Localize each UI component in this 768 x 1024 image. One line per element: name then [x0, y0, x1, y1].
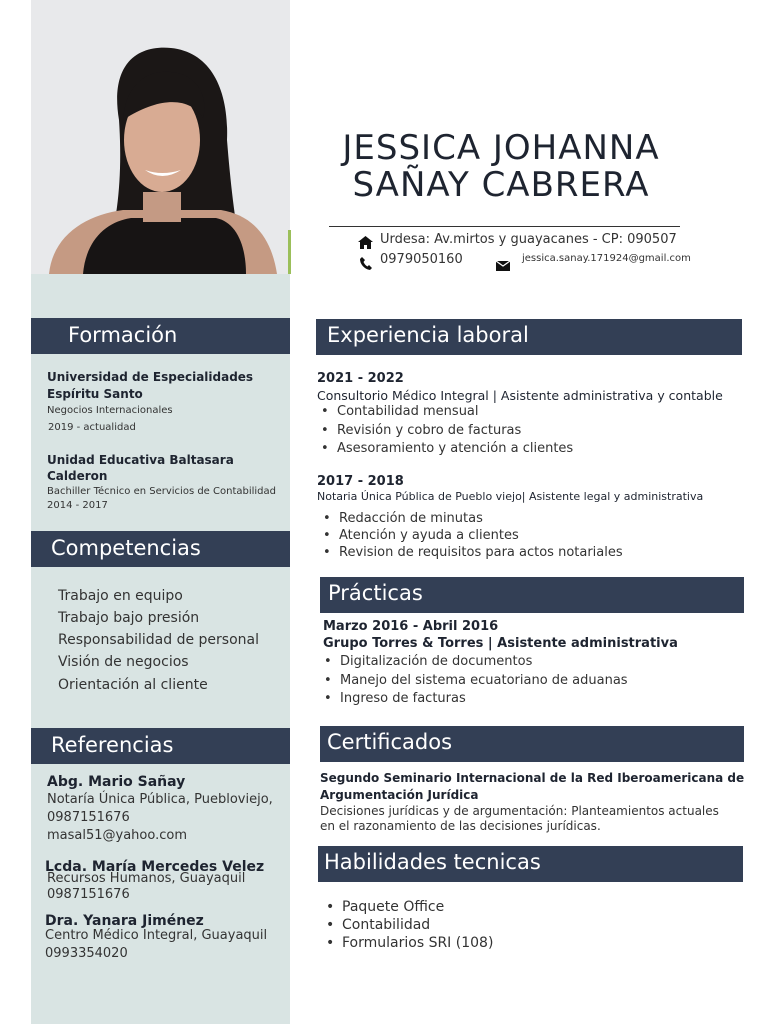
- experience-title: Experiencia laboral: [327, 323, 529, 347]
- internship-period: Marzo 2016 - Abril 2016: [323, 619, 499, 634]
- reference-name-1: Abg. Mario Sañay: [47, 774, 186, 790]
- list-item: • Paquete Office: [321, 898, 493, 916]
- internships-header: [320, 577, 744, 613]
- skill-item: Visión de negocios: [58, 654, 189, 670]
- certificates-header: [320, 726, 744, 762]
- certificate-desc-line2: en el razonamiento de las decisiones jurídicas.: [320, 819, 601, 833]
- name-line-1: JESSICA JOHANNA: [342, 128, 660, 168]
- education-title: Formación: [68, 323, 178, 347]
- list-item: • Asesoramiento y atención a clientes: [316, 440, 573, 459]
- list-item: • Contabilidad mensual: [316, 403, 573, 422]
- reference-detail: 0987151676: [47, 810, 130, 825]
- job-period-1: 2021 - 2022: [317, 371, 404, 386]
- job-tasks-1: [316, 403, 573, 459]
- profile-photo-illustration: [31, 0, 290, 274]
- reference-detail: Recursos Humanos, Guayaquil: [47, 871, 246, 886]
- home-icon: [358, 234, 373, 253]
- phone-text: 0979050160: [380, 252, 463, 267]
- skill-item: Trabajo bajo presión: [58, 610, 200, 626]
- skills-header: [31, 531, 290, 567]
- list-item: • Atención y ayuda a clientes: [318, 527, 623, 544]
- references-title: Referencias: [51, 733, 174, 757]
- list-item: • Revision de requisitos para actos notariales: [318, 544, 623, 561]
- internship-role: Grupo Torres & Torres | Asistente administrativa: [323, 636, 678, 651]
- internships-title: Prácticas: [328, 581, 423, 605]
- envelope-icon: [496, 256, 510, 275]
- phone-icon: [360, 255, 372, 274]
- education-school-2-line2: Calderon: [47, 469, 108, 483]
- list-item: • Formularios SRI (108): [321, 934, 493, 952]
- list-item: • Redacción de minutas: [318, 510, 623, 527]
- list-item: • Ingreso de facturas: [319, 690, 628, 709]
- job-tasks-2: [318, 510, 623, 561]
- education-program-2: Bachiller Técnico en Servicios de Contabilidad: [47, 486, 277, 497]
- education-header: [31, 318, 290, 354]
- internship-tasks: [319, 653, 628, 709]
- list-item: • Manejo del sistema ecuatoriano de aduanas: [319, 672, 628, 691]
- job-period-2: 2017 - 2018: [317, 474, 404, 489]
- address-text: Urdesa: Av.mirtos y guayacanes - CP: 090507: [380, 232, 677, 247]
- skill-item: Responsabilidad de personal: [58, 632, 259, 648]
- education-period-1: 2019 - actualidad: [48, 422, 136, 433]
- list-item: • Revisión y cobro de facturas: [316, 422, 573, 441]
- name-line-2: SAÑAY CABRERA: [352, 165, 650, 205]
- technical-skills-list: [321, 898, 493, 952]
- certificate-name-line1: Segundo Seminario Internacional de la Red Iberoamericana de: [320, 771, 745, 785]
- education-program-1: Negocios Internacionales: [47, 405, 173, 416]
- reference-detail: 0987151676: [47, 887, 130, 902]
- education-school-1-line2: Espíritu Santo: [47, 387, 143, 401]
- skill-item: Trabajo en equipo: [58, 588, 183, 604]
- reference-name-2: Lcda. María Mercedes Velez: [45, 859, 265, 875]
- certificate-desc-line1: Decisiones jurídicas y de argumentación: Planteamientos actuales: [320, 804, 719, 818]
- reference-detail: Notaría Única Pública, Puebloviejo,: [47, 792, 273, 807]
- certificate-name-line2: Argumentación Jurídica: [320, 788, 479, 802]
- education-school-1-line1: Universidad de Especialidades: [47, 370, 254, 384]
- technical-skills-header: [318, 846, 743, 882]
- reference-detail: Centro Médico Integral, Guayaquil: [45, 928, 268, 943]
- list-item: • Digitalización de documentos: [319, 653, 628, 672]
- reference-detail[interactable]: masal51@yahoo.com: [47, 828, 187, 843]
- profile-photo: [31, 0, 290, 274]
- reference-name-3: Dra. Yanara Jiménez: [45, 913, 204, 929]
- skills-title: Competencias: [51, 536, 201, 560]
- education-period-2: 2014 - 2017: [47, 500, 108, 511]
- skill-item: Orientación al cliente: [58, 677, 208, 693]
- reference-detail: 0993354020: [45, 946, 128, 961]
- photo-accent-edge: [288, 230, 291, 274]
- technical-skills-title: Habilidades tecnicas: [324, 850, 541, 874]
- education-school-2-line1: Unidad Educativa Baltasara: [47, 453, 234, 467]
- certificates-title: Certificados: [327, 730, 453, 754]
- experience-header: [316, 319, 742, 355]
- job-role-1: Consultorio Médico Integral | Asistente administrativa y contable: [317, 388, 723, 403]
- job-role-2: Notaria Única Pública de Pueblo viejo| Asistente legal y administrativa: [317, 490, 704, 503]
- list-item: • Contabilidad: [321, 916, 493, 934]
- references-header: [31, 728, 290, 764]
- email-text[interactable]: jessica.sanay.171924@gmail.com: [522, 253, 691, 264]
- header-divider: [329, 226, 680, 227]
